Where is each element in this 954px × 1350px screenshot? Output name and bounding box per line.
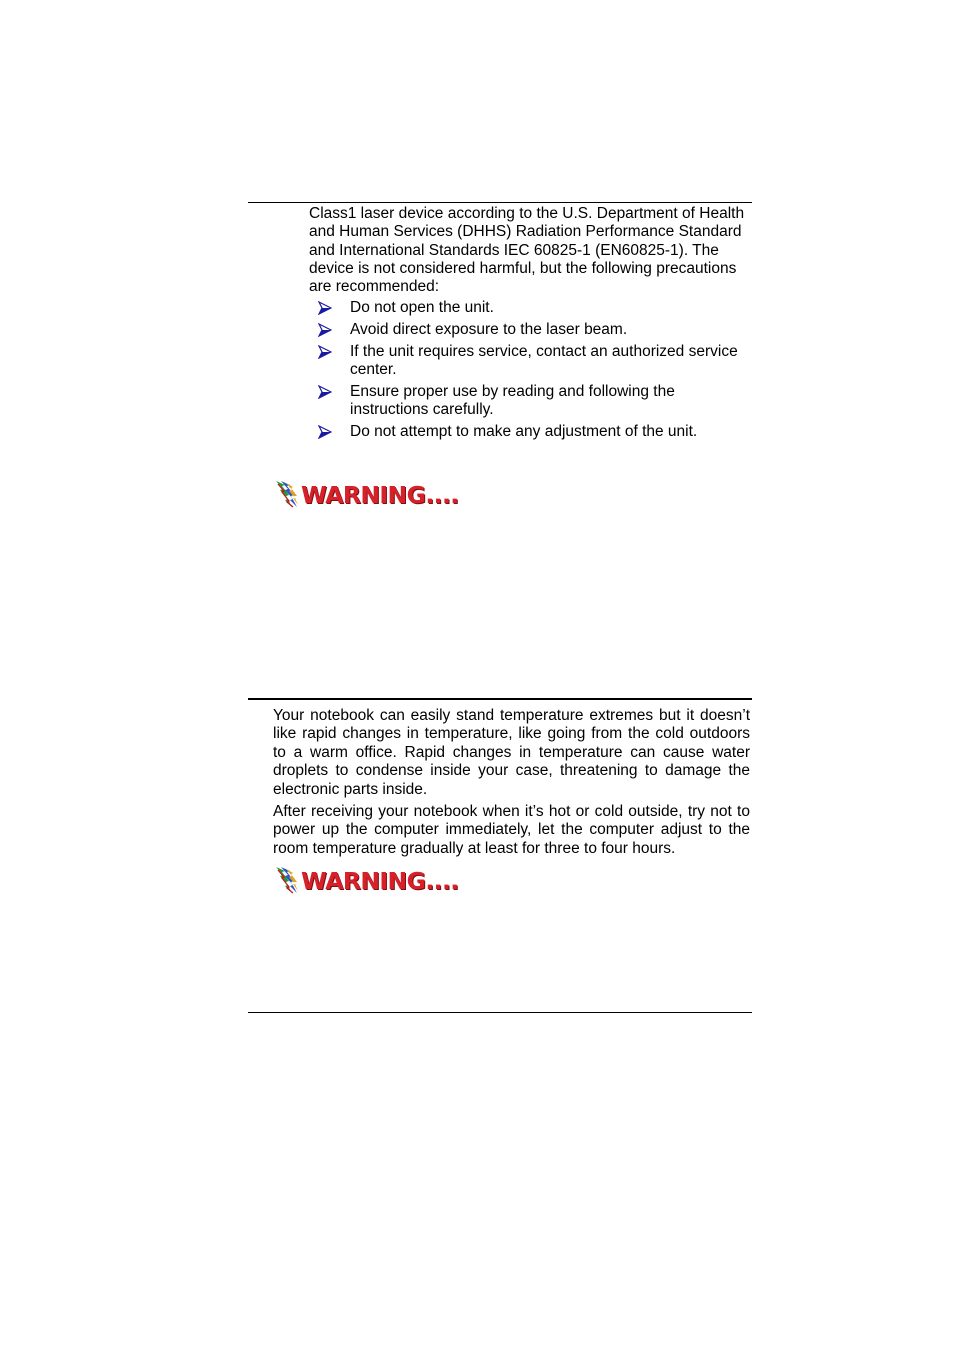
laser-intro-text: Class1 laser device according to the U.S. Department of Health and Human Services (DHHS) Radiation Performance Standard and International Standards IEC 60825-1 (EN60825-1). The device is not considered harmful, but the following precautions are recommended: bbox=[309, 205, 745, 296]
warning-label: WARNING.... bbox=[301, 867, 459, 895]
top-rule bbox=[248, 202, 752, 203]
precaution-text: If the unit requires service, contact an authorized service center. bbox=[350, 342, 738, 378]
bottom-rule bbox=[248, 1012, 752, 1013]
arrow-bullet-icon bbox=[318, 345, 332, 359]
precaution-text: Do not attempt to make any adjustment of the unit. bbox=[350, 422, 698, 440]
precaution-text: Avoid direct exposure to the laser beam. bbox=[350, 320, 628, 338]
section-rule bbox=[248, 698, 752, 700]
list-item bbox=[318, 299, 748, 317]
temperature-paragraph-2: After receiving your notebook when it’s hot or cold outside, try not to power up the computer immediately, let the computer adjust to the room temperature gradually at least for three to four hours. bbox=[273, 803, 750, 857]
arrow-bullet-icon bbox=[318, 323, 332, 337]
list-item bbox=[318, 383, 748, 420]
temperature-paragraph-1: Your notebook can easily stand temperature extremes but it doesn’t like rapid changes in temperature, like going from the cold outdoors to a warm office. Rapid changes in temperature can cause water droplets to condense inside your case, threatening to damage the electronic parts inside. bbox=[273, 707, 750, 798]
temperature-section bbox=[273, 707, 750, 862]
warning-heading-temperature bbox=[274, 866, 474, 896]
list-item bbox=[318, 423, 748, 441]
arrow-bullet-icon bbox=[318, 385, 332, 399]
arrow-bullet-icon bbox=[318, 301, 332, 315]
precaution-text: Do not open the unit. bbox=[350, 299, 494, 316]
warning-heading-laser bbox=[274, 480, 474, 510]
list-item bbox=[318, 321, 748, 339]
warning-label: WARNING.... bbox=[301, 481, 459, 509]
lightning-arrows-icon bbox=[274, 866, 300, 894]
list-item bbox=[318, 343, 748, 380]
arrow-bullet-icon bbox=[318, 425, 332, 439]
lightning-arrows-icon bbox=[274, 480, 300, 508]
laser-intro bbox=[309, 205, 749, 296]
precautions-list bbox=[318, 299, 748, 445]
precaution-text: Ensure proper use by reading and following the instructions carefully. bbox=[350, 382, 675, 418]
